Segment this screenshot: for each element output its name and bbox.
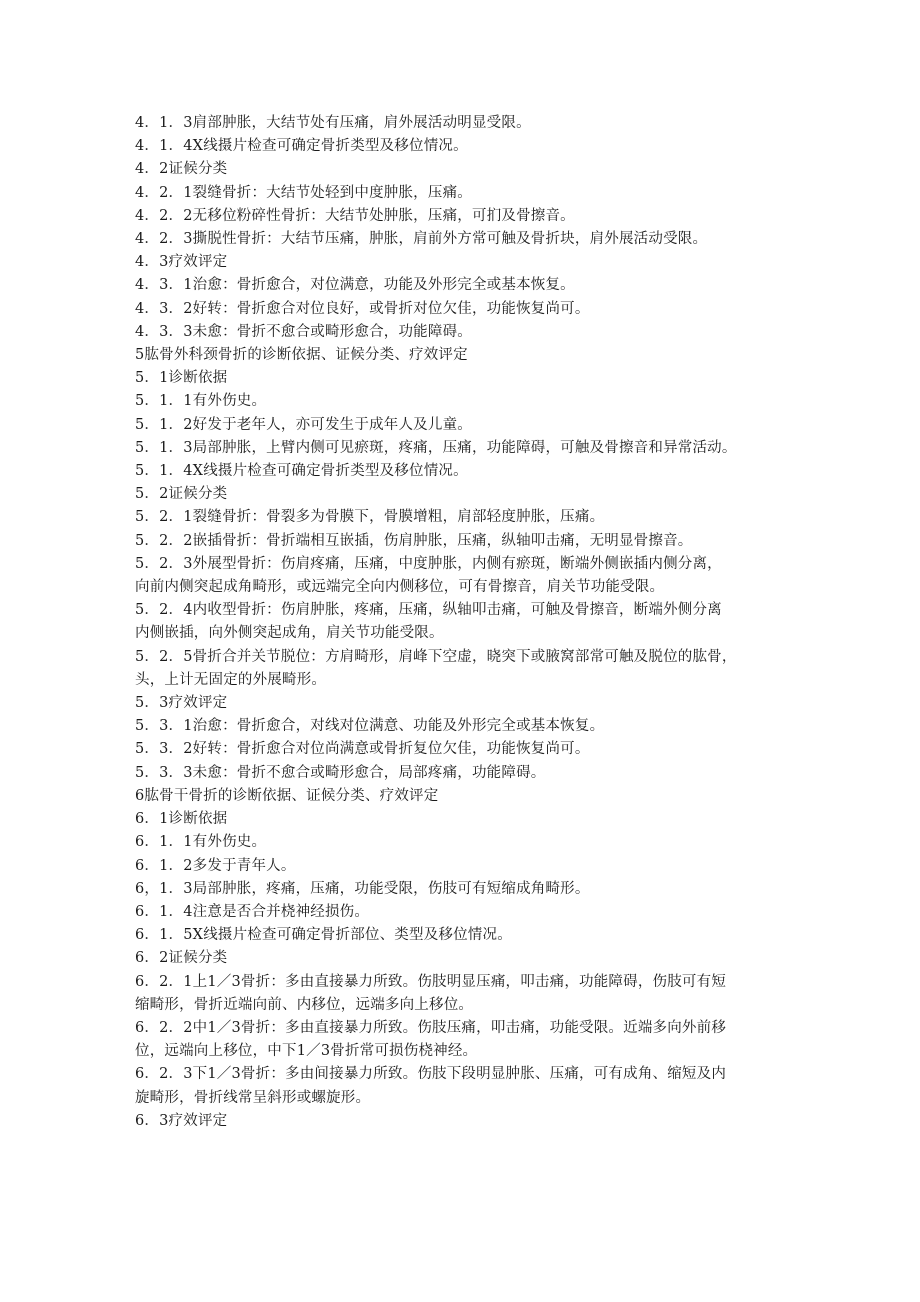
text-line: 5．1．3局部肿胀，上臂内侧可见瘀斑，疼痛，压痛，功能障碍，可触及骨擦音和异常活动。 bbox=[135, 439, 737, 456]
text-line: 4．2证候分类 bbox=[135, 161, 228, 178]
text-line: 位，远端向上移位，中下1／3骨折常可损伤桡神经。 bbox=[135, 1043, 478, 1060]
text-line: 5．2．2嵌插骨折：骨折端相互嵌插，伤肩肿胀，压痛，纵轴叩击痛，无明显骨擦音。 bbox=[135, 532, 693, 549]
text-line: 5．3．2好转：骨折愈合对位尚满意或骨折复位欠佳，功能恢复尚可。 bbox=[135, 741, 590, 758]
text-line: 头，上计无固定的外展畸形。 bbox=[135, 671, 327, 688]
text-line: 6．1．4注意是否合并桡神经损伤。 bbox=[135, 903, 370, 920]
text-line: 5．2．1裂缝骨折：骨裂多为骨膜下，骨膜增粗，肩部轻度肿胀，压痛。 bbox=[135, 509, 605, 526]
text-line: 内侧嵌插，向外侧突起成角，肩关节功能受限。 bbox=[135, 625, 444, 642]
text-line: 5．1．4X线摄片检查可确定骨折类型及移位情况。 bbox=[135, 463, 468, 480]
text-line: 6．2．3下1／3骨折：多由间接暴力所致。伤肢下段明显肿胀、压痛，可有成角、缩短及内 bbox=[135, 1066, 727, 1083]
text-line: 4．2．2无移位粉碎性骨折：大结节处肿胀，压痛，可扪及骨擦音。 bbox=[135, 207, 575, 224]
text-line: 6，1．3局部肿胀，疼痛，压痛，功能受限，伤肢可有短缩成角畸形。 bbox=[135, 880, 590, 897]
text-line: 5．2．3外展型骨折：伤肩疼痛，压痛，中度肿胀，内侧有瘀斑，断端外侧嵌插内侧分离， bbox=[135, 555, 722, 572]
text-line: 5．1诊断依据 bbox=[135, 370, 228, 387]
text-line: 6．1诊断依据 bbox=[135, 811, 228, 828]
text-line: 6．1．5X线摄片检查可确定骨折部位、类型及移位情况。 bbox=[135, 927, 512, 944]
text-line: 5．3．1治愈：骨折愈合，对线对位满意、功能及外形完全或基本恢复。 bbox=[135, 718, 605, 735]
text-line: 5．3．3未愈：骨折不愈合或畸形愈合，局部疼痛，功能障碍。 bbox=[135, 764, 546, 781]
text-line: 5．1．2好发于老年人，亦可发生于成年人及儿童。 bbox=[135, 416, 472, 433]
text-line: 6．3疗效评定 bbox=[135, 1112, 228, 1129]
text-line: 4．2．3撕脱性骨折：大结节压痛，肿胀，肩前外方常可触及骨折块，肩外展活动受限。 bbox=[135, 231, 708, 248]
text-line: 4．3．3未愈：骨折不愈合或畸形愈合，功能障碍。 bbox=[135, 323, 472, 340]
text-line: 4．3疗效评定 bbox=[135, 254, 228, 271]
text-line: 4．1．4X线摄片检查可确定骨折类型及移位情况。 bbox=[135, 138, 468, 155]
text-line: 4．3．1治愈：骨折愈合，对位满意，功能及外形完全或基本恢复。 bbox=[135, 277, 575, 294]
text-line: 向前内侧突起成角畸形，或远端完全向内侧移位，可有骨擦音，肩关节功能受限。 bbox=[135, 579, 665, 596]
text-line: 5．2．5骨折合并关节脱位：方肩畸形，肩峰下空虚，晓突下或腋窝部常可触及脱位的肱骨， bbox=[135, 648, 737, 665]
text-line: 6．1．2多发于青年人。 bbox=[135, 857, 296, 874]
text-line: 6肱骨干骨折的诊断依据、证候分类、疗效评定 bbox=[135, 787, 439, 804]
text-line: 6．2证候分类 bbox=[135, 950, 228, 967]
text-line: 5．2．4内收型骨折：伤肩肿胀，疼痛，压痛，纵轴叩击痛，可触及骨擦音，断端外侧分离 bbox=[135, 602, 722, 619]
text-line: 4．3．2好转：骨折愈合对位良好，或骨折对位欠佳，功能恢复尚可。 bbox=[135, 300, 590, 317]
text-line: 5．3疗效评定 bbox=[135, 695, 228, 712]
text-line: 5．2证候分类 bbox=[135, 486, 228, 503]
text-line: 6．2．1上1／3骨折：多由直接暴力所致。伤肢明显压痛，叩击痛，功能障碍，伤肢可有短 bbox=[135, 973, 727, 990]
text-line: 旋畸形，骨折线常呈斜形或螺旋形。 bbox=[135, 1089, 371, 1106]
text-line: 4．2．1裂缝骨折：大结节处轻到中度肿胀，压痛。 bbox=[135, 184, 472, 201]
document-page bbox=[135, 112, 795, 1133]
text-line: 5肱骨外科颈骨折的诊断依据、证候分类、疗效评定 bbox=[135, 347, 468, 364]
text-line: 缩畸形，骨折近端向前、内移位，远端多向上移位。 bbox=[135, 996, 474, 1013]
text-line: 5．1．1有外伤史。 bbox=[135, 393, 267, 410]
text-line: 4．1．3肩部肿胀，大结节处有压痛，肩外展活动明显受限。 bbox=[135, 115, 531, 131]
text-line: 6．2．2中1／3骨折：多由直接暴力所致。伤肢压痛，叩击痛，功能受限。近端多向外前移 bbox=[135, 1019, 727, 1036]
text-line: 6．1．1有外伤史。 bbox=[135, 834, 267, 851]
